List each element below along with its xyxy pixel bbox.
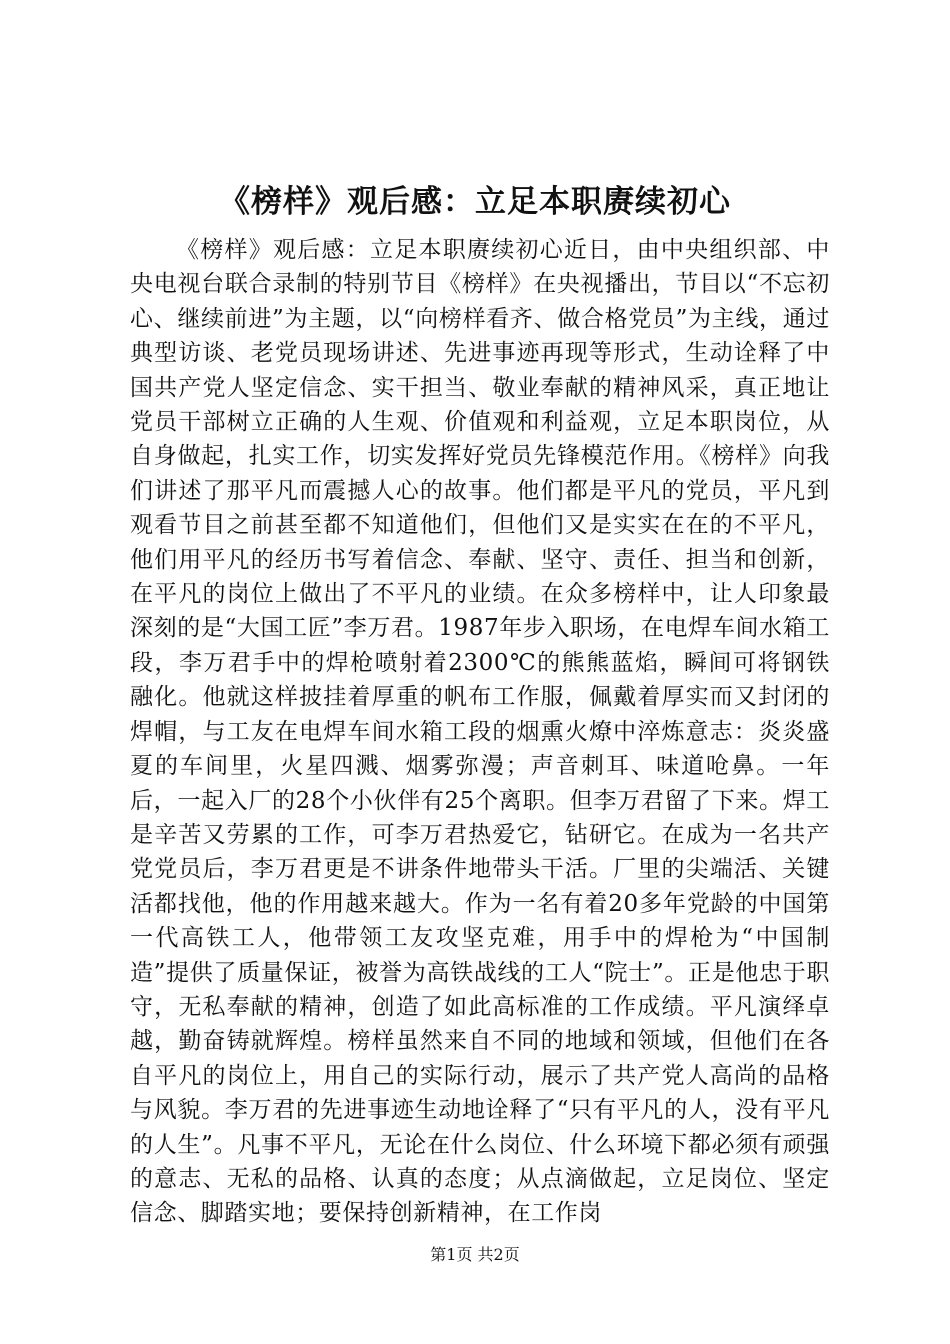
document-body-paragraph: 《榜样》观后感：立足本职赓续初心近日，由中央组织部、中央电视台联合录制的特别节目《榜样》在央视播出，节目以“不忘初心、继续前进”为主题，以“向榜样看齐、做合格党员”为主线，通过典型访谈、老党员现场讲述、先进事迹再现等形式，生动诠释了中国共产党人坚定信念、实干担当、敬业奉献的精神风采，真正地让党员干部树立正确的人生观、价值观和利益观，立足本职岗位，从自身做起，扎实工作，切实发挥好党员先锋模范作用。《榜样》向我们讲述了那平凡而震撼人心的故事。他们都是平凡的党员，平凡到观看节目之前甚至都不知道他们，但他们又是实实在在的不平凡，他们用平凡的经历书写着信念、奉献、坚守、责任、担当和创新，在平凡的岗位上做出了不平凡的业绩。在众多榜样中，让人印象最深刻的是“大国工匠”李万君。1987年步入职场，在电焊车间水箱工段，李万君手中的焊枪喷射着2300℃的熊熊蓝焰，瞬间可将钢铁融化。他就这样披挂着厚重的帆布工作服，佩戴着厚实而又封闭的焊帽，与工友在电焊车间水箱工段的烟熏火燎中淬炼意志：炎炎盛夏的车间里，火星四溅、烟雾弥漫；声音刺耳、味道呛鼻。一年后，一起入厂的28个小伙伴有25个离职。但李万君留了下来。焊工是辛苦又劳累的工作，可李万君热爱它，钻研它。在成为一名共产党党员后，李万君更是不讲条件地带头干活。厂里的尖端活、关键活都找他，他的作用越来越大。作为一名有着20多年党龄的中国第一代高铁工人，他带领工友攻坚克难，用手中的焊枪为“中国制造”提供了质量保证，被誉为高铁战线的工人“院士”。正是他忠于职守，无私奉献的精神，创造了如此高标准的工作成绩。平凡演绎卓越，勤奋铸就辉煌。榜样虽然来自不同的地域和领域，但他们在各自平凡的岗位上，用自己的实际行动，展示了共产党人高尚的品格与风貌。李万君的先进事迹生动地诠释了“只有平凡的人，没有平凡的人生”。凡事不平凡，无论在什么岗位、什么环境下都必须有顽强的意志、无私的品格、认真的态度；从点滴做起，立足岗位、坚定信念、脚踏实地；要保持创新精神，在工作岗	[130, 237, 830, 1227]
page-footer: 第1页 共2页	[430, 1245, 520, 1264]
document-title: 《榜样》观后感：立足本职赓续初心	[219, 184, 731, 220]
